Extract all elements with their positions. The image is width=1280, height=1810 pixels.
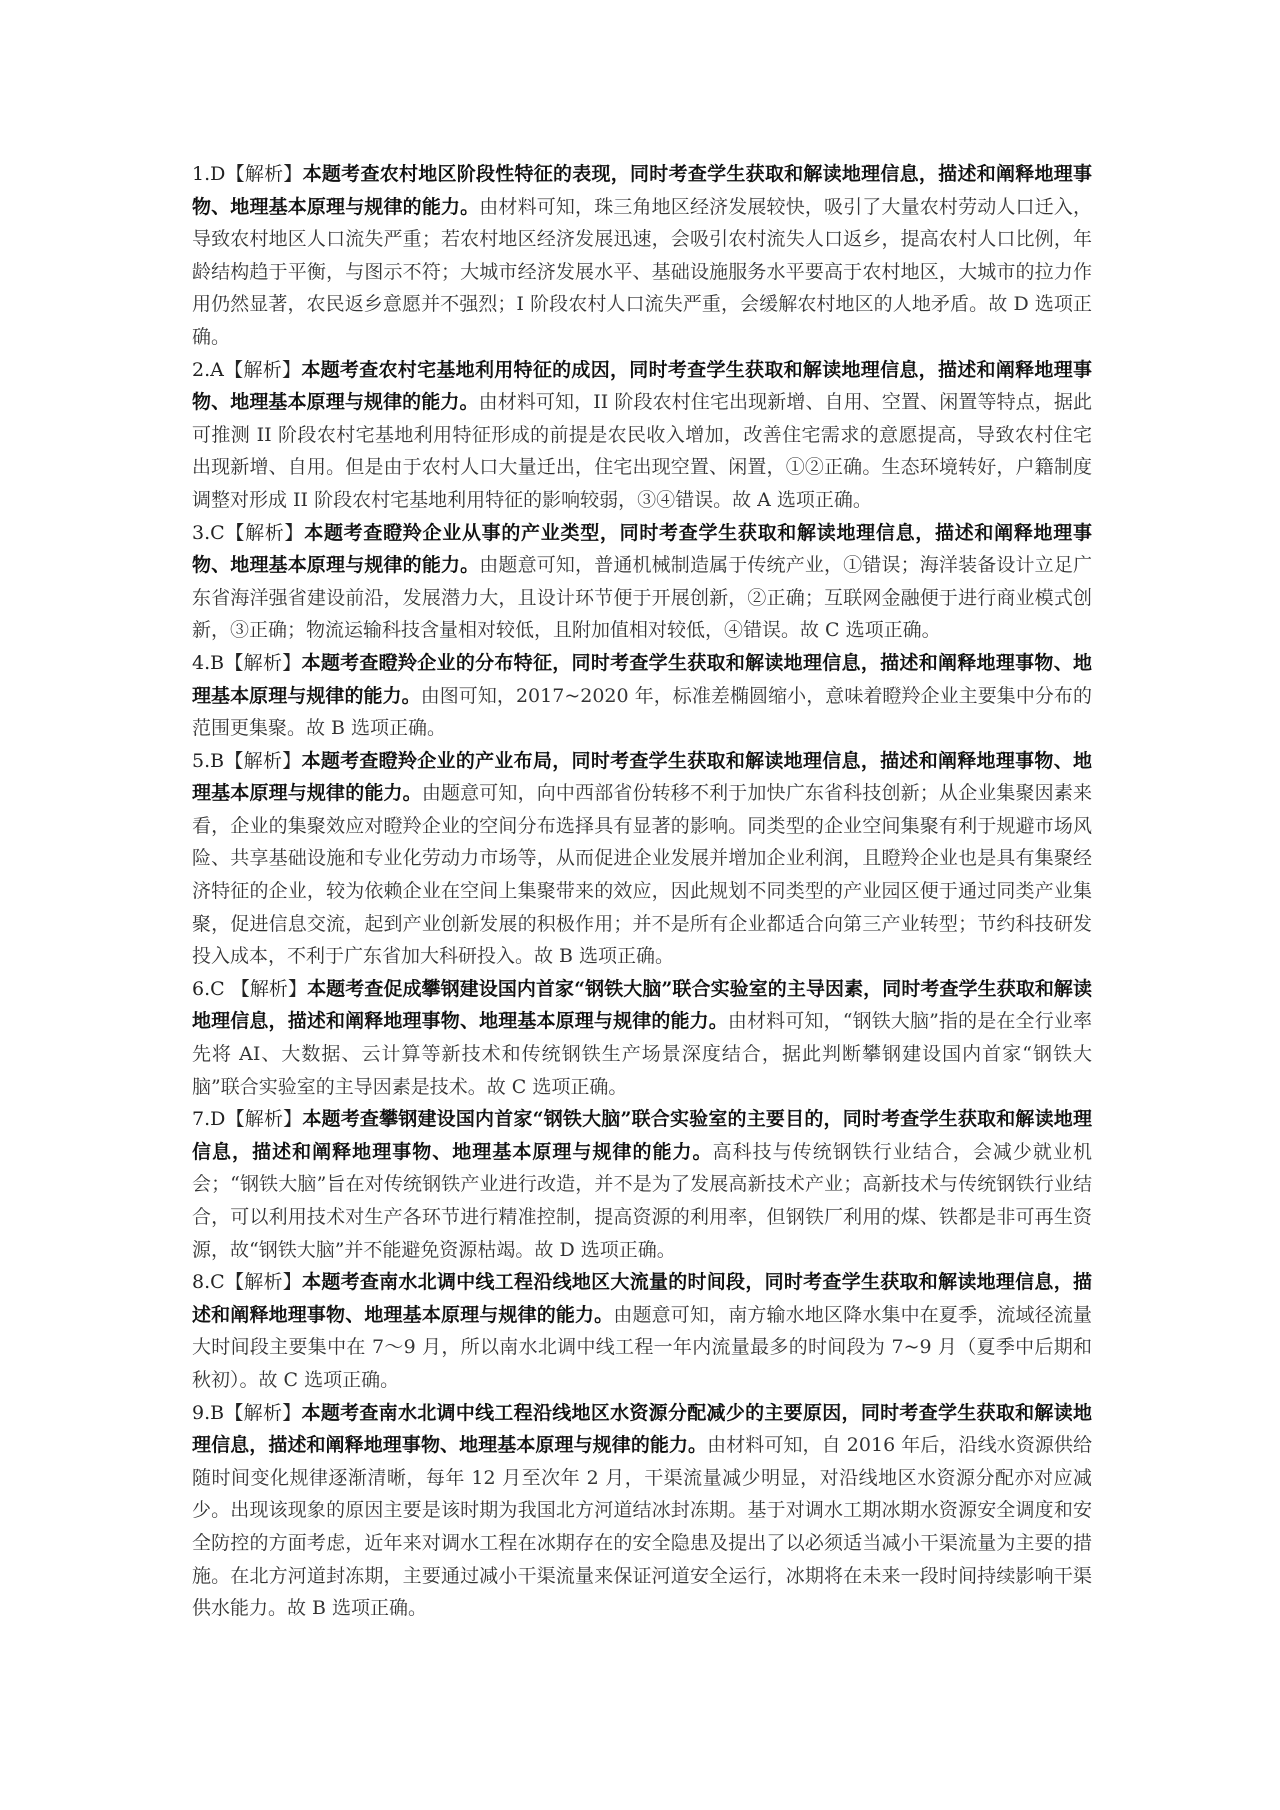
item-number: 7.D	[192, 1108, 226, 1131]
item-number: 5.B	[192, 749, 225, 772]
item-body: 由材料可知，“钢铁大脑”指的是在全行业率先将 AI、大数据、云计算等新技术和传统钢铁生产场景深度结合，据此判断攀钢建设国内首家“钢铁大脑”联合实验室的主导因素是技术。故 C 选项正确。	[192, 1010, 1092, 1098]
item-lead: 本题考查瞪羚企业从事的产业类型，同时考查学生获取和解读地理信息，描述和阐释地理事物、地理基本原理与规律的能力。	[192, 521, 1092, 577]
analysis-tag: 【解析】	[224, 651, 302, 674]
item-number: 9.B	[192, 1401, 225, 1424]
item-lead: 本题考查瞪羚企业的分布特征，同时考查学生获取和解读地理信息，描述和阐释地理事物、地理基本原理与规律的能力。	[192, 651, 1092, 707]
analysis-tag: 【解析】	[224, 749, 302, 772]
item-lead: 本题考查南水北调中线工程沿线地区大流量的时间段，同时考查学生获取和解读地理信息，描述和阐释地理事物、地理基本原理与规律的能力。	[192, 1271, 1092, 1326]
item-number: 3.C	[192, 521, 225, 544]
explanation-item-5	[192, 745, 1092, 973]
item-body: 由材料可知，珠三角地区经济发展较快，吸引了大量农村劳动人口迁入，导致农村地区人口流失严重；若农村地区经济发展迅速，会吸引农村流失人口返乡，提高农村人口比例，年龄结构趋于平衡，与图示不符；大城市经济发展水平、基础设施服务水平要高于农村地区，大城市的拉力作用仍然显著，农民返乡意愿并不强烈；I 阶段农村人口流失严重，会缓解农村地区的人地矛盾。故 D 选项正确。	[192, 195, 1092, 348]
item-lead: 本题考查农村地区阶段性特征的表现，同时考查学生获取和解读地理信息，描述和阐释地理事物、地理基本原理与规律的能力。	[192, 163, 1092, 218]
analysis-tag: 【解析】	[225, 1108, 303, 1131]
answer-explanations	[192, 158, 1092, 1625]
item-lead: 本题考查瞪羚企业的产业布局，同时考查学生获取和解读地理信息，描述和阐释地理事物、地理基本原理与规律的能力。	[192, 749, 1092, 805]
item-body: 由材料可知，自 2016 年后，沿线水资源供给随时间变化规律逐渐清晰，每年 12 月至次年 2 月，干渠流量减少明显，对沿线地区水资源分配亦对应减少。出现该现象的原因主要是该时期为我国北方河道结冰封冻期。基于对调水工期冰期水资源安全调度和安全防控的方面考虑，近年来对调水工程在冰期存在的安全隐患及提出了以必须适当减小干渠流量为主要的措施。在北方河道封冻期，主要通过减小干渠流量来保证河道安全运行，冰期将在未来一段时间持续影响干渠供水能力。故 B 选项正确。	[192, 1434, 1092, 1620]
item-number: 1.D	[192, 163, 226, 185]
item-lead: 本题考查攀钢建设国内首家“钢铁大脑”联合实验室的主要目的，同时考查学生获取和解读地理信息，描述和阐释地理事物、地理基本原理与规律的能力。	[192, 1108, 1092, 1163]
item-body: 由题意可知，普通机械制造属于传统产业，①错误；海洋装备设计立足广东省海洋强省建设前沿，发展潜力大，且设计环节便于开展创新，②正确；互联网金融便于进行商业模式创新，③正确；物流运输科技含量相对较低，且附加值相对较低，④错误。故 C 选项正确。	[192, 554, 1092, 642]
explanation-item-7	[192, 1103, 1092, 1266]
analysis-tag: 【解析】	[224, 1401, 302, 1424]
analysis-tag: 【解析】	[224, 977, 308, 1000]
explanation-item-6	[192, 973, 1092, 1103]
item-lead: 本题考查南水北调中线工程沿线地区水资源分配减少的主要原因，同时考查学生获取和解读地理信息，描述和阐释地理事物、地理基本原理与规律的能力。	[192, 1401, 1092, 1457]
item-lead: 本题考查促成攀钢建设国内首家“钢铁大脑”联合实验室的主导因素，同时考查学生获取和解读地理信息，描述和阐释地理事物、地理基本原理与规律的能力。	[192, 977, 1092, 1033]
explanation-item-3	[192, 517, 1092, 647]
item-number: 2.A	[192, 358, 224, 381]
analysis-tag: 【解析】	[225, 163, 303, 185]
item-body: 由题意可知，向中西部省份转移不利于加快广东省科技创新；从企业集聚因素来看，企业的集聚效应对瞪羚企业的空间分布选择具有显著的影响。同类型的企业空间集聚有利于规避市场风险、共享基础设施和专业化劳动力市场等，从而促进企业发展并增加企业利润，且瞪羚企业也是具有集聚经济特征的企业，较为依赖企业在空间上集聚带来的效应，因此规划不同类型的产业园区便于通过同类产业集聚，促进信息交流，起到产业创新发展的积极作用；并不是所有企业都适合向第三产业转型；节约科技研发投入成本，不利于广东省加大科研投入。故 B 选项正确。	[192, 782, 1092, 968]
analysis-tag: 【解析】	[223, 358, 302, 381]
item-body: 由材料可知，II 阶段农村住宅出现新增、自用、空置、闲置等特点，据此可推测 II 阶段农村宅基地利用特征形成的前提是农民收入增加，改善住宅需求的意愿提高，导致农村住宅出现新增、自用。但是由于农村人口大量迁出，住宅出现空置、闲置，①②正确。生态环境转好，户籍制度调整对形成 II 阶段农村宅基地利用特征的影响较弱，③④错误。故 A 选项正确。	[192, 391, 1092, 511]
explanation-item-1	[192, 158, 1092, 354]
explanation-item-2	[192, 354, 1092, 517]
explanation-item-4	[192, 647, 1092, 745]
item-number: 4.B	[192, 651, 225, 674]
item-body: 由题意可知，南方输水地区降水集中在夏季，流域径流量大时间段主要集中在 7～9 月，所以南水北调中线工程一年内流量最多的时间段为 7~9 月（夏季中后期和秋初）。故 C 选项正确。	[192, 1303, 1092, 1391]
explanation-item-9	[192, 1397, 1092, 1625]
item-body: 由图可知，2017~2020 年，标准差椭圆缩小，意味着瞪羚企业主要集中分布的范围更集聚。故 B 选项正确。	[192, 684, 1092, 740]
analysis-tag: 【解析】	[224, 1271, 303, 1294]
analysis-tag: 【解析】	[224, 521, 305, 544]
item-number: 6.C	[192, 977, 225, 1000]
item-lead: 本题考查农村宅基地利用特征的成因，同时考查学生获取和解读地理信息，描述和阐释地理事物、地理基本原理与规律的能力。	[192, 358, 1092, 414]
item-body: 高科技与传统钢铁行业结合，会减少就业机会；“钢铁大脑”旨在对传统钢铁产业进行改造，并不是为了发展高新技术产业；高新技术与传统钢铁行业结合，可以利用技术对生产各环节进行精准控制，提高资源的利用率，但钢铁厂利用的煤、铁都是非可再生资源，故“钢铁大脑”并不能避免资源枯竭。故 D 选项正确。	[192, 1140, 1092, 1261]
item-number: 8.C	[192, 1271, 225, 1294]
explanation-item-8	[192, 1266, 1092, 1396]
